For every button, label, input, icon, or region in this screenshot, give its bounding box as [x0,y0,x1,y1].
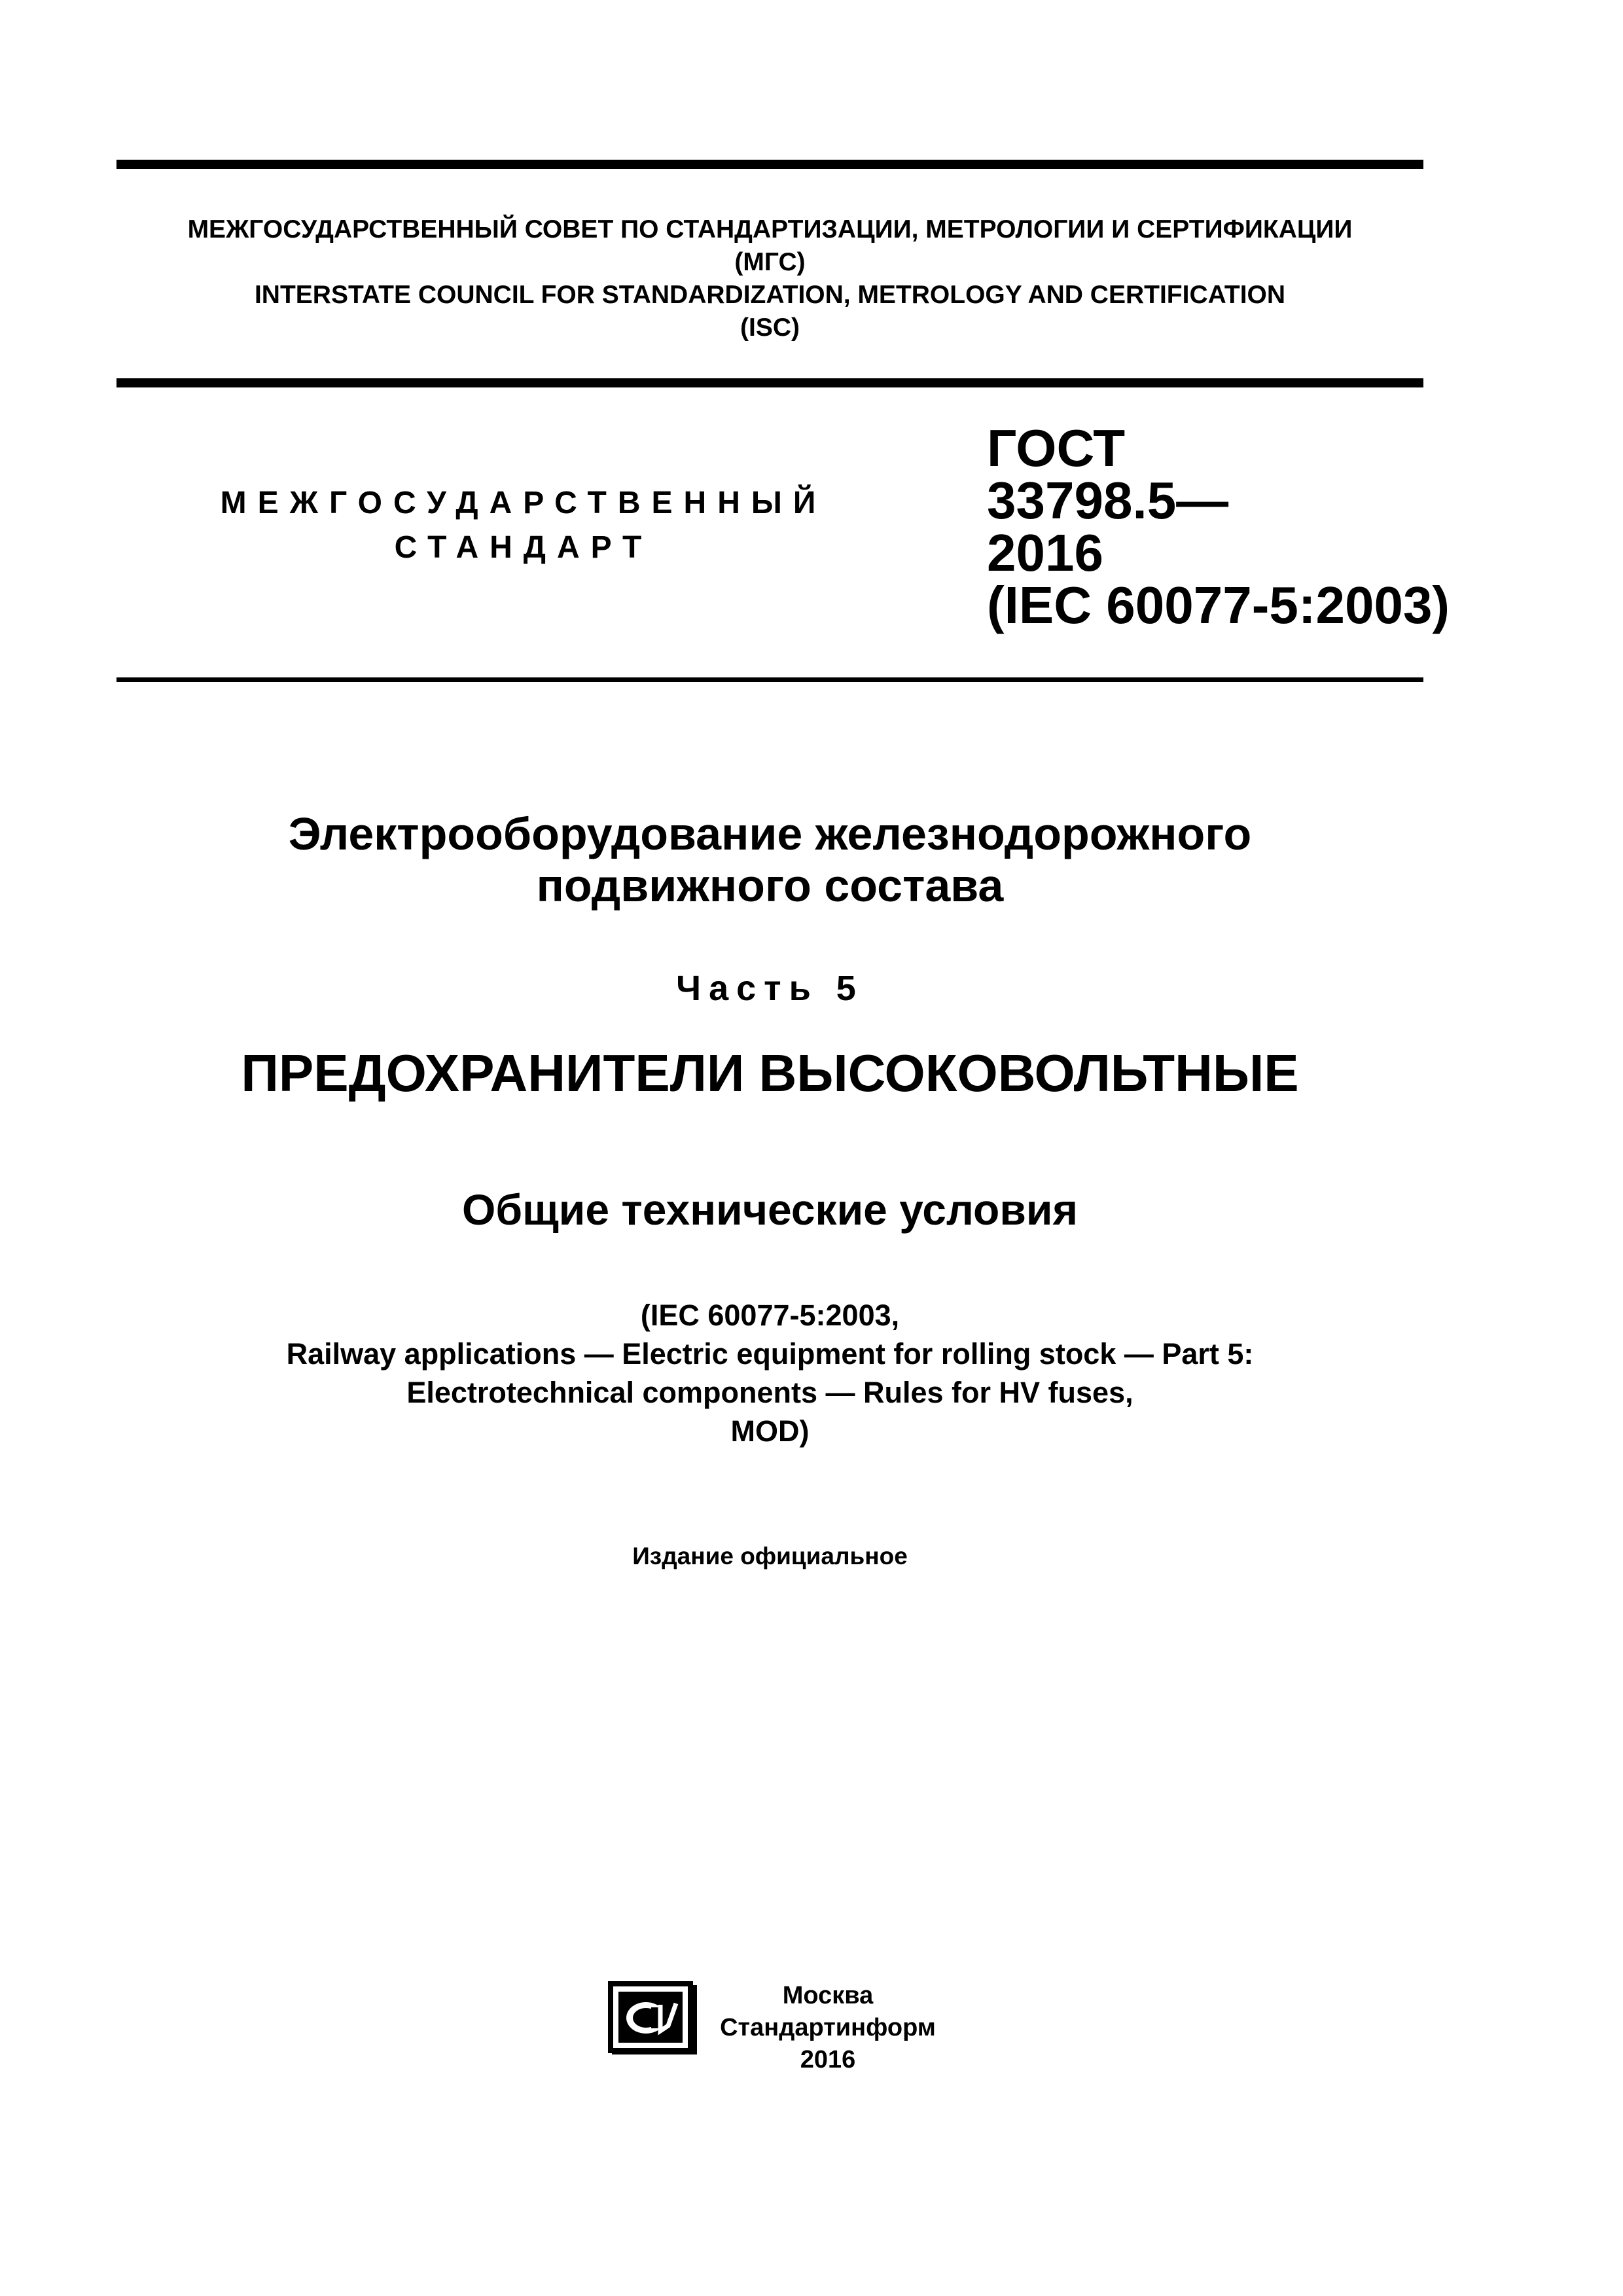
standartinform-logo-icon [605,1979,699,2056]
reference-line4: MOD) [730,1414,810,1448]
designation-number: 33798.5— [987,471,1229,529]
designation-year: 2016 [987,524,1103,582]
edition-label: Издание официальное [632,1543,908,1570]
council-abbr-en: (ISC) [740,314,800,342]
publisher-name: Стандартинформ [720,2014,936,2041]
title-line1: Электрооборудование железнодорожного [288,808,1252,859]
part-label: Часть 5 [676,969,864,1008]
subtitle: Общие технические условия [461,1185,1078,1234]
publisher-block [720,1980,936,2076]
title-line2: подвижного состава [536,860,1004,911]
document-title [116,808,1423,912]
standard-designation [987,419,1450,634]
council-name-en: INTERSTATE COUNCIL FOR STANDARDIZATION, METROLOGY AND CERTIFICATION [254,281,1286,309]
publisher-city: Москва [782,1982,874,2009]
reference-line1: (IEC 60077-5:2003, [640,1299,900,1332]
standard-type-line1: МЕЖГОСУДАРСТВЕННЫЙ [220,486,827,520]
bottom-rule [116,677,1423,682]
subject-title: ПРЕДОХРАНИТЕЛИ ВЫСОКОВОЛЬТНЫЕ [241,1044,1299,1102]
reference-block [116,1296,1423,1450]
designation-prefix: ГОСТ [987,419,1126,477]
reference-line3: Electrotechnical components — Rules for HV fuses, [406,1376,1133,1409]
top-rule [116,160,1423,169]
designation-international: (IEC 60077-5:2003) [987,576,1450,634]
council-name-ru: МЕЖГОСУДАРСТВЕННЫЙ СОВЕТ ПО СТАНДАРТИЗАЦИИ, МЕТРОЛОГИИ И СЕРТИФИКАЦИИ [187,215,1353,243]
reference-line2: Railway applications — Electric equipment for rolling stock — Part 5: [286,1337,1254,1371]
publisher-year: 2016 [800,2046,856,2073]
standard-type [196,481,851,570]
standard-type-line2: СТАНДАРТ [394,530,653,565]
council-header [116,213,1423,344]
council-abbr-ru: (МГС) [734,248,806,276]
middle-rule [116,378,1423,387]
